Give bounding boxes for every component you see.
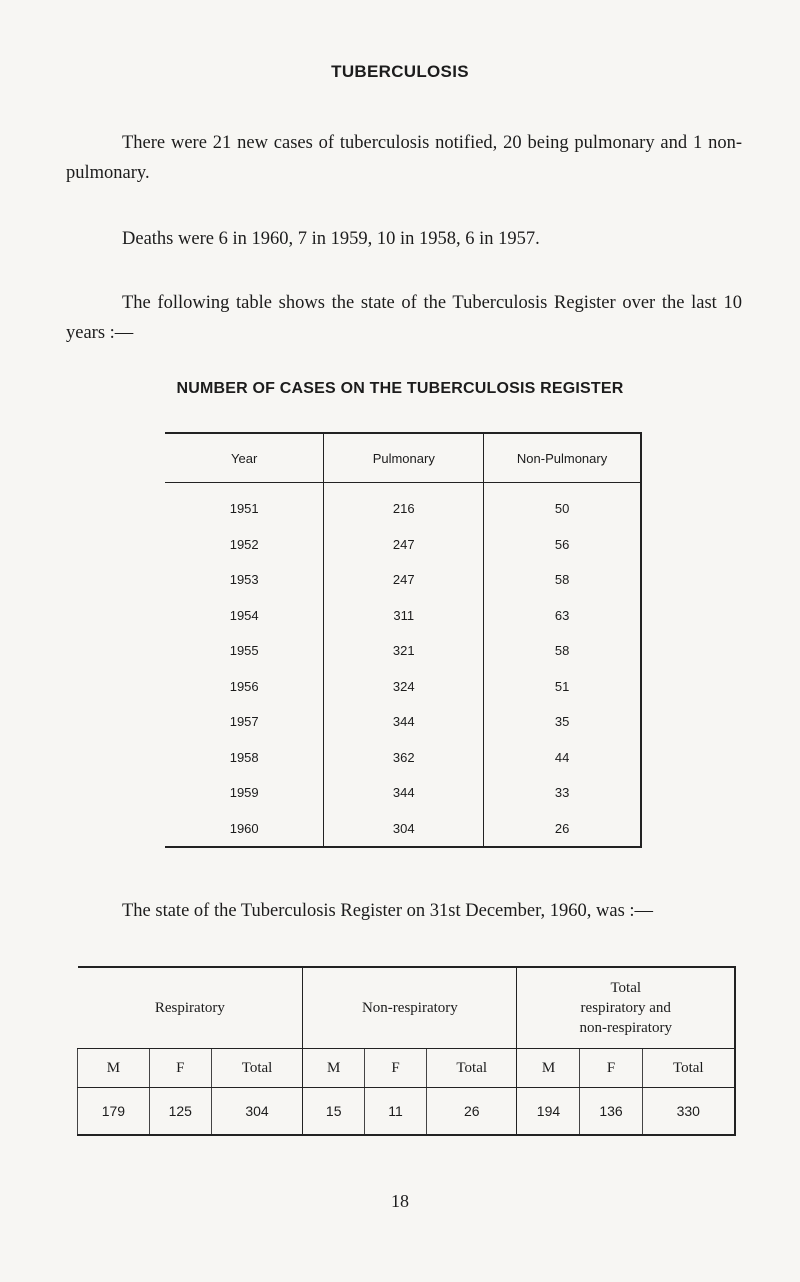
value-nonresp-total: 26 — [426, 1088, 517, 1136]
pulmonary-cell: 311 — [324, 598, 484, 634]
year-cell: 1960 — [229, 820, 259, 836]
non-pulmonary-cell: 44 — [484, 740, 641, 776]
page-number: 18 — [391, 1191, 409, 1211]
subheader-nonresp-m: M — [303, 1049, 365, 1088]
column-header-pulmonary: Pulmonary — [324, 433, 484, 483]
year-cell: 1955 — [229, 643, 259, 659]
state-table-group-row — [78, 967, 736, 1049]
value-resp-total: 304 — [211, 1088, 302, 1136]
pulmonary-cell: 247 — [324, 527, 484, 563]
column-header-year: Year — [165, 433, 324, 483]
table-intro-paragraph: The following table shows the state of the Tuberculosis Register over the last 10 years :— — [66, 293, 742, 343]
pulmonary-cell: 324 — [324, 669, 484, 705]
non-pulmonary-cell: 56 — [484, 527, 641, 563]
register-table — [165, 432, 642, 848]
year-cell: 1951 — [229, 501, 259, 517]
table-row — [165, 740, 641, 776]
state-table-subheader-row — [78, 1049, 736, 1088]
table-row — [165, 669, 641, 705]
register-table-heading: NUMBER OF CASES ON THE TUBERCULOSIS REGISTER — [176, 380, 624, 397]
non-pulmonary-cell: 33 — [484, 775, 641, 811]
table-row — [165, 633, 641, 669]
register-table-body — [165, 483, 641, 848]
table-row — [165, 562, 641, 598]
table-row — [165, 483, 641, 527]
non-pulmonary-cell: 35 — [484, 704, 641, 740]
subheader-resp-f: F — [149, 1049, 211, 1088]
year-cell: 1957 — [229, 714, 259, 730]
table-row — [165, 775, 641, 811]
value-total-m: 194 — [517, 1088, 580, 1136]
subheader-nonresp-f: F — [365, 1049, 427, 1088]
non-pulmonary-cell: 26 — [484, 811, 641, 848]
pulmonary-cell: 321 — [324, 633, 484, 669]
value-nonresp-f: 11 — [365, 1088, 427, 1136]
pulmonary-cell: 344 — [324, 704, 484, 740]
value-resp-m: 179 — [78, 1088, 150, 1136]
total-header-line-2: respiratory and — [580, 1000, 671, 1016]
non-pulmonary-cell: 58 — [484, 562, 641, 598]
year-cell: 1952 — [229, 536, 259, 552]
group-header-total — [517, 967, 735, 1049]
group-header-non-respiratory: Non-respiratory — [303, 967, 517, 1049]
table-row — [165, 527, 641, 563]
state-intro-paragraph: The state of the Tuberculosis Register on 31st December, 1960, was :— — [122, 901, 654, 921]
year-cell: 1954 — [229, 607, 259, 623]
deaths-paragraph: Deaths were 6 in 1960, 7 in 1959, 10 in 1958, 6 in 1957. — [122, 229, 540, 249]
subheader-resp-total: Total — [211, 1049, 302, 1088]
subheader-resp-m: M — [78, 1049, 150, 1088]
group-header-respiratory: Respiratory — [78, 967, 303, 1049]
pulmonary-cell: 304 — [324, 811, 484, 848]
pulmonary-cell: 362 — [324, 740, 484, 776]
subheader-total-total: Total — [642, 1049, 735, 1088]
register-table-header-row — [165, 433, 641, 483]
year-cell: 1958 — [229, 749, 259, 765]
non-pulmonary-cell: 58 — [484, 633, 641, 669]
non-pulmonary-cell: 50 — [484, 483, 641, 527]
non-pulmonary-cell: 51 — [484, 669, 641, 705]
table-row — [165, 704, 641, 740]
subheader-total-f: F — [580, 1049, 642, 1088]
year-cell: 1956 — [229, 678, 259, 694]
table-row — [165, 811, 641, 848]
state-table-values-row — [78, 1088, 736, 1136]
pulmonary-cell: 344 — [324, 775, 484, 811]
total-header-line-3: non-respiratory — [579, 1020, 672, 1036]
total-header-line-1: Total — [610, 980, 642, 996]
year-cell: 1959 — [229, 785, 259, 801]
value-resp-f: 125 — [149, 1088, 211, 1136]
value-total-f: 136 — [580, 1088, 642, 1136]
subheader-total-m: M — [517, 1049, 580, 1088]
table-row — [165, 598, 641, 634]
value-total-total: 330 — [642, 1088, 735, 1136]
value-nonresp-m: 15 — [303, 1088, 365, 1136]
year-cell: 1953 — [229, 572, 259, 588]
new-cases-paragraph: There were 21 new cases of tuberculosis notified, 20 being pulmonary and 1 non-pulmonary. — [66, 133, 742, 183]
pulmonary-cell: 247 — [324, 562, 484, 598]
pulmonary-cell: 216 — [324, 483, 484, 527]
non-pulmonary-cell: 63 — [484, 598, 641, 634]
page-title: TUBERCULOSIS — [331, 62, 469, 81]
register-state-table — [77, 966, 736, 1136]
column-header-non-pulmonary: Non-Pulmonary — [484, 433, 641, 483]
subheader-nonresp-total: Total — [426, 1049, 517, 1088]
